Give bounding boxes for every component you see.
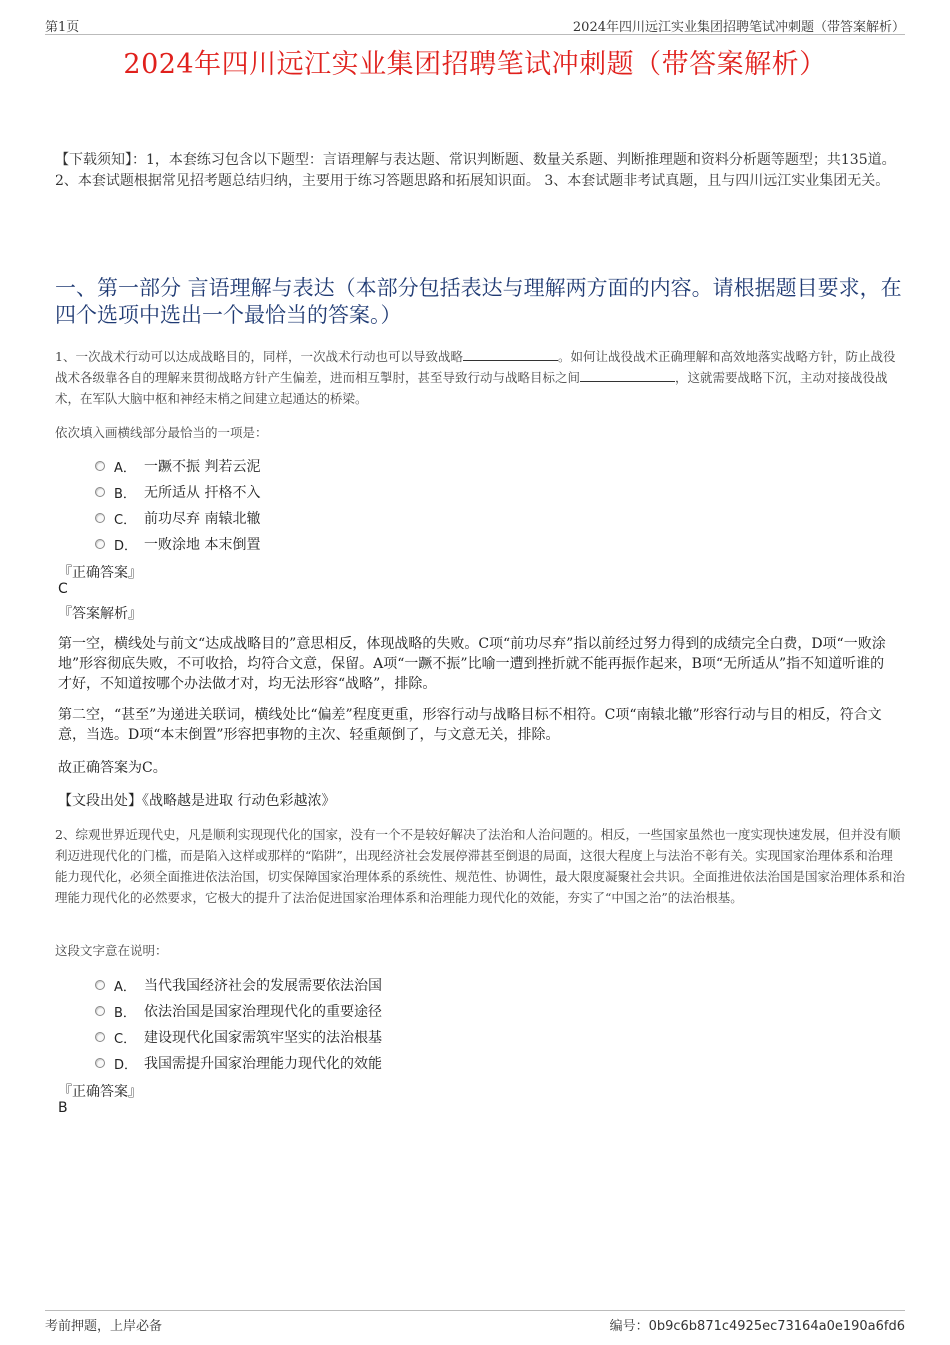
question-2-option-b[interactable]: B． 依法治国是国家治理现代化的重要途径 <box>95 998 382 1024</box>
section-title: 一、第一部分 言语理解与表达（本部分包括表达与理解两方面的内容。请根据题目要求，在四个选项中选出一个最恰当的答案。） <box>55 276 902 327</box>
header-doc-title: 2024年四川远江实业集团招聘笔试冲刺题（带答案解析） <box>572 20 905 35</box>
question-1-analysis-label: 『答案解析』 <box>58 606 142 622</box>
analysis-paragraph-2: 第二空，“甚至”为递进关联词，横线处比“偏差”程度更重，形容行动与战略目标不相符。C项“南辕北辙”形容行动与目的相反，符合文意，当选。D项“本末倒置”形容把事物的主次、轻重颠倒了，与文意无关，排除。 <box>58 707 882 743</box>
fill-blank-2 <box>580 369 675 382</box>
question-1-option-a[interactable]: A． 一蹶不振 判若云泥 <box>95 453 260 479</box>
analysis-conclusion: 故正确答案为C。 <box>58 760 167 776</box>
question-2-option-d[interactable]: D． 我国需提升国家治理能力现代化的效能 <box>95 1050 382 1076</box>
question-2-option-c[interactable]: C． 建设现代化国家需筑牢坚实的法治根基 <box>95 1024 382 1050</box>
radio-icon[interactable] <box>95 487 105 497</box>
question-1-answer: C <box>58 581 68 597</box>
question-2-options <box>95 972 382 1076</box>
radio-icon[interactable] <box>95 1032 105 1042</box>
question-1-prompt: 依次填入画横线部分最恰当的一项是： <box>55 425 268 440</box>
fill-blank-1 <box>463 348 558 361</box>
analysis-paragraph-1: 第一空，横线处与前文“达成战略目的”意思相反，体现战略的失败。C项“前功尽弃”指以前经过努力得到的成绩完全白费，D项“一败涂地”形容彻底失败，不可收拾，均符合文意，保留。A项“一蹶不振”比喻一遭到挫折就不能再振作起来，B项“无所适从”指不知道听谁的才好，不知道按哪个办法做才对，均无法形容“战略”，排除。 <box>58 636 886 692</box>
radio-icon[interactable] <box>95 1058 105 1068</box>
page-header <box>45 14 905 35</box>
question-1-answer-label: 『正确答案』 <box>58 565 142 581</box>
footer-code: 编号：0b9c6b871c4925ec73164a0e190a6fd6 <box>609 1319 905 1334</box>
question-2-answer-label: 『正确答案』 <box>58 1084 142 1100</box>
question-2-prompt: 这段文字意在说明： <box>55 943 168 958</box>
question-1-options <box>95 453 260 557</box>
radio-icon[interactable] <box>95 980 105 990</box>
question-1-option-b[interactable]: B． 无所适从 扞格不入 <box>95 479 260 505</box>
page-number: 第1页 <box>45 20 80 35</box>
question-2-text: 2、综观世界近现代史，凡是顺利实现现代化的国家，没有一个不是较好解决了法治和人治问题的。相反，一些国家虽然也一度实现快速发展，但并没有顺利迈进现代化的门槛，而是陷入这样或那样的“陷阱”，出现经济社会发展停滞甚至倒退的局面，这很大程度上与法治不彰有关。实现国家治理体系和治理能力现代化，必须全面推进依法治国，切实保障国家治理体系的系统性、规范性、协调性，最大限度凝聚社会共识。全面推进依法治国是国家治理体系和治理能力现代化的必然要求，它极大的提升了法治促进国家治理体系和治理能力现代化的效能，夯实了“中国之治”的法治根基。 <box>55 827 906 905</box>
question-1-option-c[interactable]: C． 前功尽弃 南辕北辙 <box>95 505 260 531</box>
radio-icon[interactable] <box>95 539 105 549</box>
footer-slogan: 考前押题，上岸必备 <box>45 1319 163 1334</box>
question-2-answer: B <box>58 1100 68 1116</box>
page-footer <box>45 1310 905 1333</box>
question-1-option-d[interactable]: D． 一败涂地 本末倒置 <box>95 531 260 557</box>
source-citation: 【文段出处】《战略越是进取 行动色彩越浓》 <box>58 793 336 809</box>
download-notice: 【下载须知】：1，本套练习包含以下题型：言语理解与表达题、常识判断题、数量关系题、判断推理题和资料分析题等题型；共135道。 2、本套试题根据常见招考题总结归纳，主要用于练习答题思路和拓展知识面。 3、本套试题非考试真题，且与四川远江实业集团无关。 <box>55 152 896 189</box>
radio-icon[interactable] <box>95 513 105 523</box>
radio-icon[interactable] <box>95 461 105 471</box>
question-1-text: 1、一次战术行动可以达成战略目的，同样，一次战术行动也可以导致战略 。如何让战役战术正确理解和高效地落实战略方针，防止战役战术各级靠各自的理解来贯彻战略方针产生偏差，进而相互掣肘，甚至导致行动与战略目标之间 ，这就需要战略下沉，主动对接战役战术，在军队大脑中枢和神经末梢之间建立起通达的桥梁。 <box>55 349 896 406</box>
radio-icon[interactable] <box>95 1006 105 1016</box>
page-title: 2024年四川远江实业集团招聘笔试冲刺题（带答案解析） <box>123 49 827 80</box>
question-2-option-a[interactable]: A． 当代我国经济社会的发展需要依法治国 <box>95 972 382 998</box>
